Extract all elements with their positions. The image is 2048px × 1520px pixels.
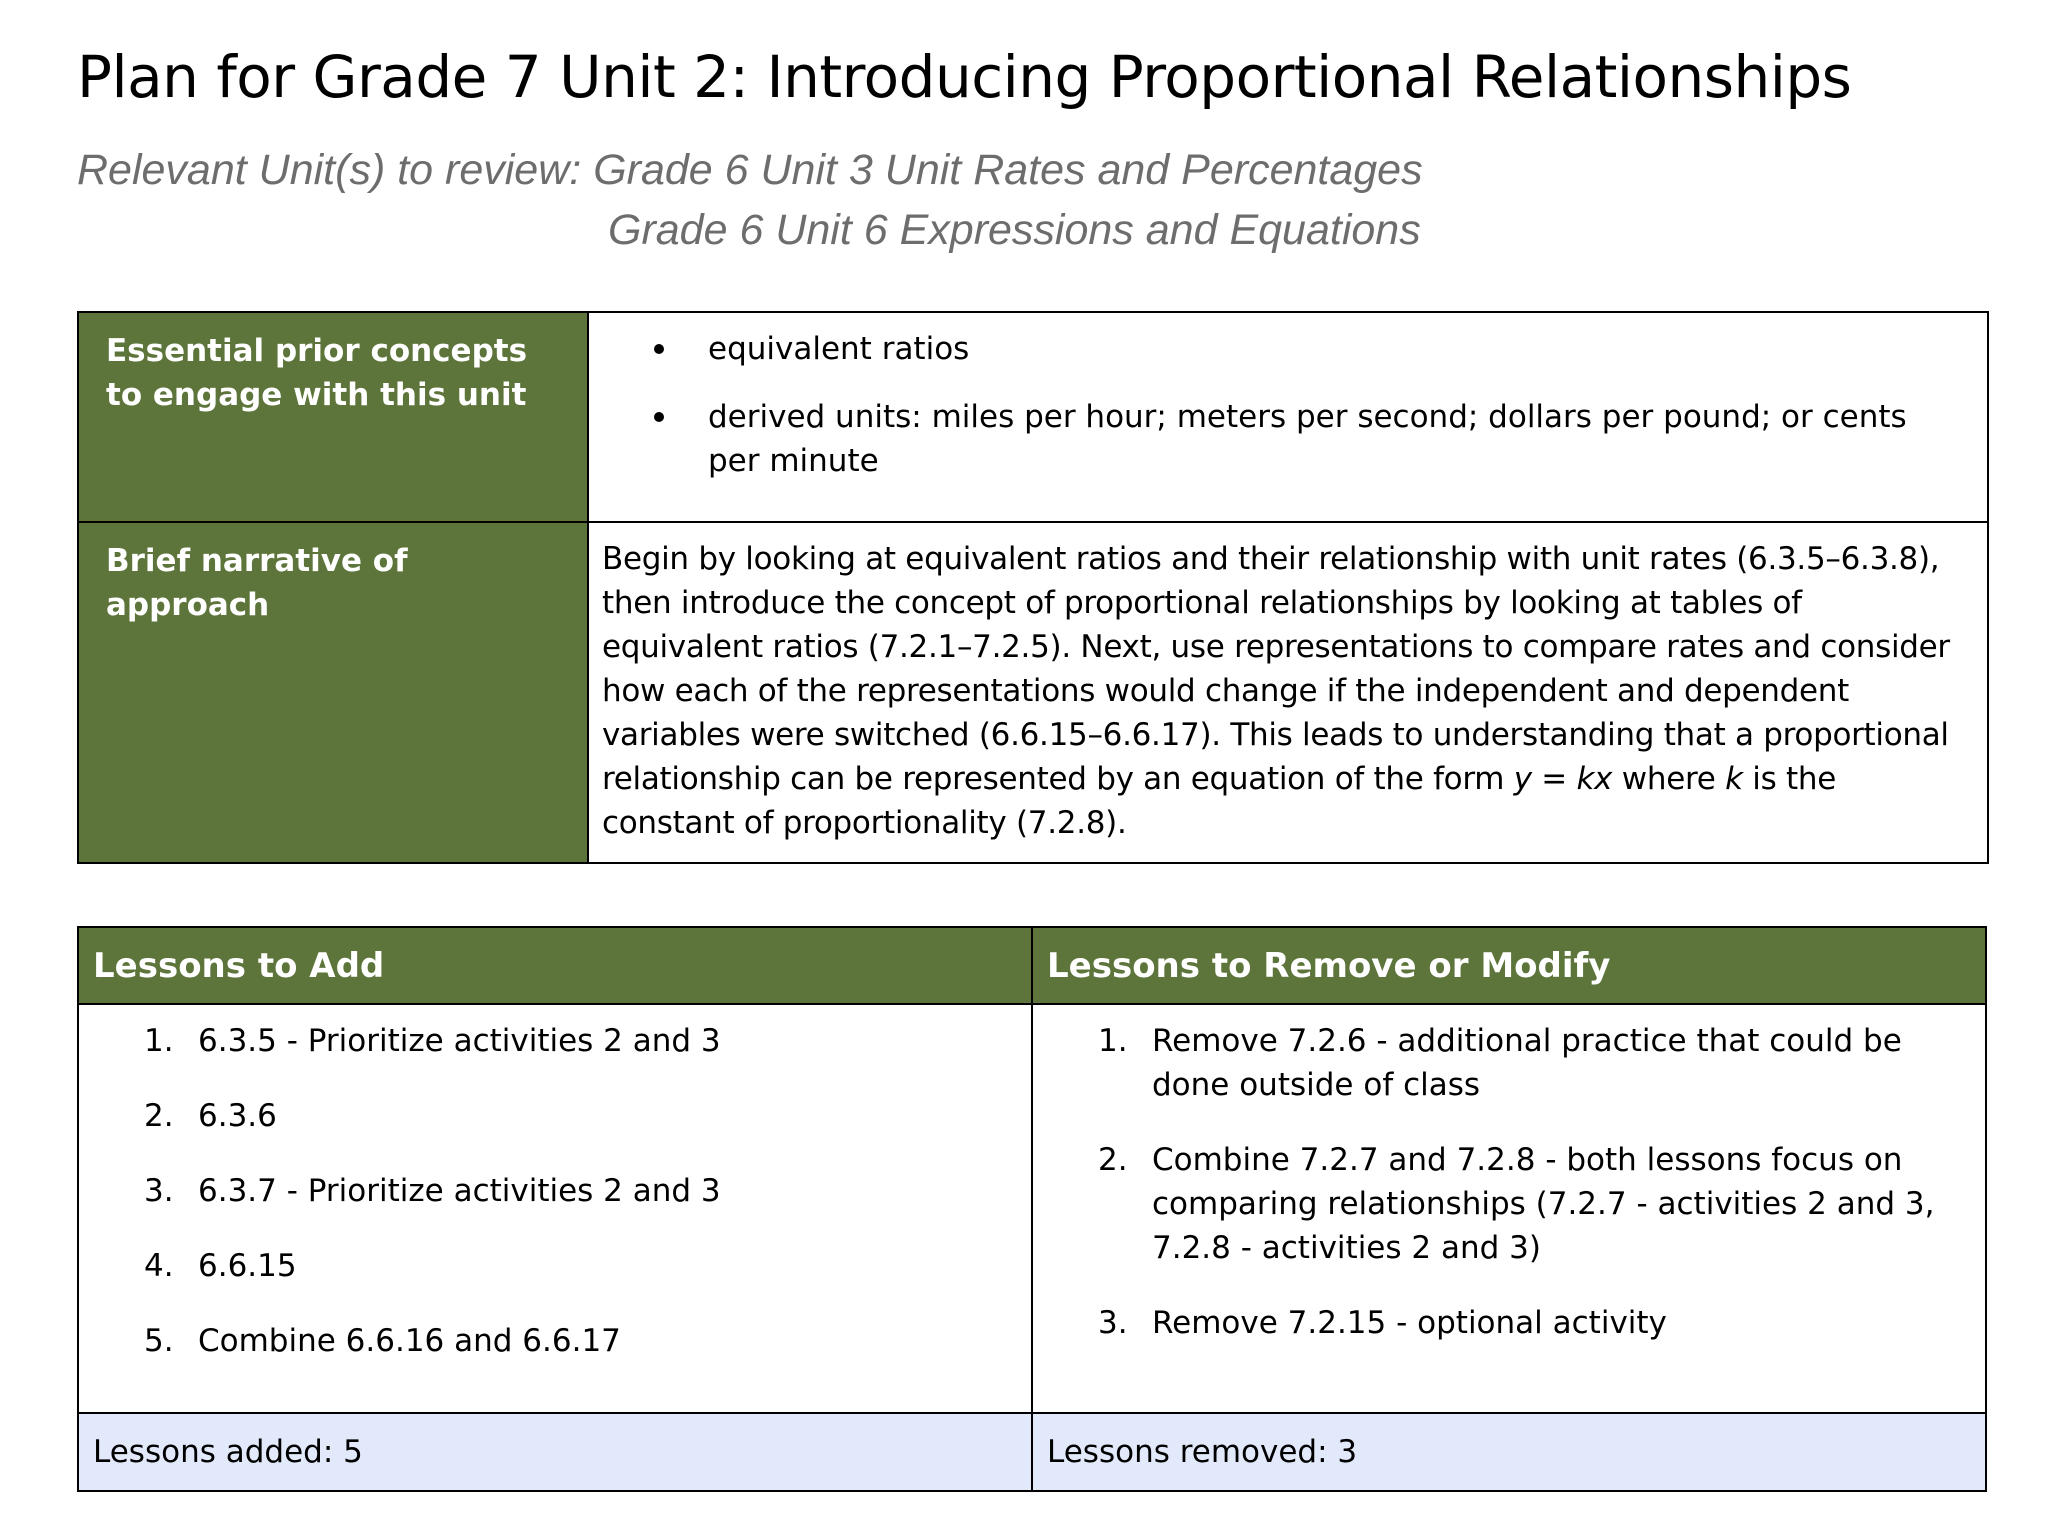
list-item: 2. 6.3.6 [144, 1098, 277, 1134]
lessons-header-row [78, 927, 1986, 1004]
list-item: 3. Remove 7.2.15 - optional activity [1098, 1305, 1667, 1341]
narrative-text: Begin by looking at equivalent ratios and their relationship with unit rates (6.3.5–6.3.8), then introduce the concept of proportional relationships by looking at tables of equivalent ratios (7.2.1–7.2.5). Next, use representations to compare rates and consider how each of the representations would change if the independent and dependent variables were switched (6.6.15–6.6.17). This leads to understanding that a proportional relationship can be represented by an equation of the form y = kx where k is the constant of proportionality (7.2.8). [602, 541, 1950, 841]
relevant-units-line-1 [77, 140, 1423, 200]
lessons-to-remove-list [1033, 1005, 1985, 1345]
equation: y = kx [1513, 761, 1613, 797]
list-item: 2. Combine 7.2.7 and 7.2.8 - both lessons focus on comparing relationships (7.2.7 - activities 2 and 3, 7.2.8 - activities 2 and 3) [1098, 1142, 1935, 1266]
lessons-to-add-list [79, 1005, 1031, 1363]
list-item: 1. Remove 7.2.6 - additional practice that could be done outside of class [1098, 1023, 1902, 1103]
relevant-unit-2: Grade 6 Unit 6 Expressions and Equations [608, 206, 1421, 254]
list-item: 5. Combine 6.6.16 and 6.6.17 [144, 1323, 621, 1359]
lessons-list-row [78, 1004, 1986, 1413]
narrative-row [78, 522, 1988, 863]
lessons-count-row [78, 1413, 1986, 1491]
list-item: 1. 6.3.5 - Prioritize activities 2 and 3 [144, 1023, 721, 1059]
lessons-to-remove-header: Lessons to Remove or Modify [1032, 927, 1986, 1004]
relevant-units-label: Relevant Unit(s) to review: [77, 146, 582, 194]
prior-concept-item: derived units: miles per hour; meters per second; dollars per pound; or cents per minute [602, 395, 1967, 483]
list-item: 4. 6.6.15 [144, 1248, 297, 1284]
constant-variable: k [1725, 761, 1743, 797]
narrative-cell [588, 522, 1988, 863]
lessons-to-add-header: Lessons to Add [78, 927, 1032, 1004]
relevant-unit-1: Grade 6 Unit 3 Unit Rates and Percentages [593, 146, 1423, 194]
prior-concepts-row [78, 312, 1988, 522]
lessons-to-remove-cell [1032, 1004, 1986, 1413]
narrative-header: Brief narrative of approach [78, 522, 588, 863]
prior-concepts-cell [588, 312, 1988, 522]
list-item: 3. 6.3.7 - Prioritize activities 2 and 3 [144, 1173, 721, 1209]
unit-summary-table [77, 311, 1989, 864]
page-title: Plan for Grade 7 Unit 2: Introducing Proportional Relationships [77, 43, 1852, 111]
relevant-units [77, 140, 1423, 260]
prior-concepts-list [602, 327, 1967, 483]
lessons-added-count: Lessons added: 5 [78, 1413, 1032, 1491]
prior-concept-item: equivalent ratios [602, 327, 1967, 371]
prior-concepts-header: Essential prior concepts to engage with this unit [78, 312, 588, 522]
lessons-table [77, 926, 1987, 1492]
lessons-removed-count: Lessons removed: 3 [1032, 1413, 1986, 1491]
lessons-to-add-cell [78, 1004, 1032, 1413]
